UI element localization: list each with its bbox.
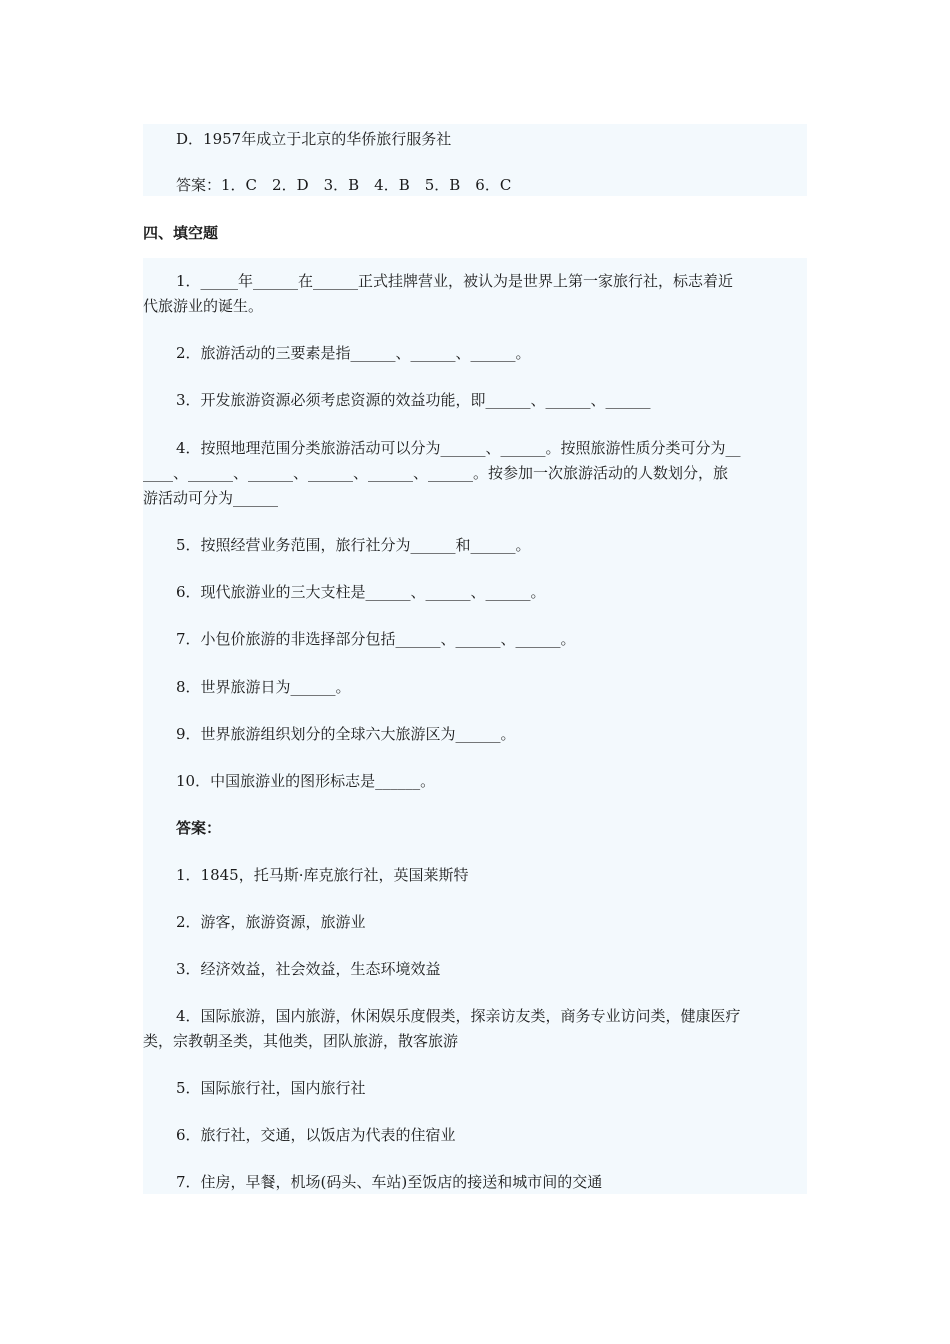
- question-4: 4．按照地理范围分类旅游活动可以分为______、______。按照旅游性质分类可分为__: [176, 439, 741, 457]
- question-9: 9．世界旅游组织划分的全球六大旅游区为______。: [176, 725, 516, 743]
- answer-1: 1．1845，托马斯·库克旅行社，英国莱斯特: [176, 866, 469, 884]
- answer-2: 2．游客，旅游资源，旅游业: [176, 913, 366, 931]
- question-5: 5．按照经营业务范围，旅行社分为______和______。: [176, 536, 531, 554]
- question-1-cont: 代旅游业的诞生。: [143, 297, 264, 315]
- question-8: 8．世界旅游日为______。: [176, 678, 351, 696]
- answer-5: 5．国际旅行社，国内旅行社: [176, 1079, 366, 1097]
- answer-7: 7．住房，早餐，机场(码头、车站)至饭店的接送和城市间的交通: [176, 1173, 603, 1191]
- question-10: 10．中国旅游业的图形标志是______。: [176, 772, 436, 790]
- question-4-cont: ____、______、______、______、______、______。按参加一次旅游活动的人数划分，旅: [143, 464, 729, 482]
- question-3: 3．开发旅游资源必须考虑资源的效益功能，即______、______、______: [176, 391, 651, 409]
- question-6: 6．现代旅游业的三大支柱是______、______、______。: [176, 583, 546, 601]
- question-1: 1．_____年______在______正式挂牌营业，被认为是世界上第一家旅行社，标志着近: [176, 272, 734, 290]
- option-d: D．1957年成立于北京的华侨旅行服务社: [176, 130, 452, 148]
- previous-answers: 答案：1．C 2．D 3．B 4．B 5．B 6．C: [176, 176, 512, 194]
- section-title: 四、填空题: [143, 224, 219, 242]
- answer-4-cont: 类，宗教朝圣类，其他类，团队旅游，散客旅游: [143, 1032, 459, 1050]
- answer-6: 6．旅行社，交通，以饭店为代表的住宿业: [176, 1126, 456, 1144]
- question-2: 2．旅游活动的三要素是指______、______、______。: [176, 344, 531, 362]
- answer-4: 4．国际旅游，国内旅游，休闲娱乐度假类，探亲访友类，商务专业访问类，健康医疗: [176, 1007, 741, 1025]
- question-4-cont2: 游活动可分为______: [143, 489, 279, 507]
- question-7: 7．小包价旅游的非选择部分包括______、______、______。: [176, 630, 576, 648]
- answers-title: 答案：: [176, 819, 222, 837]
- answer-3: 3．经济效益，社会效益，生态环境效益: [176, 960, 441, 978]
